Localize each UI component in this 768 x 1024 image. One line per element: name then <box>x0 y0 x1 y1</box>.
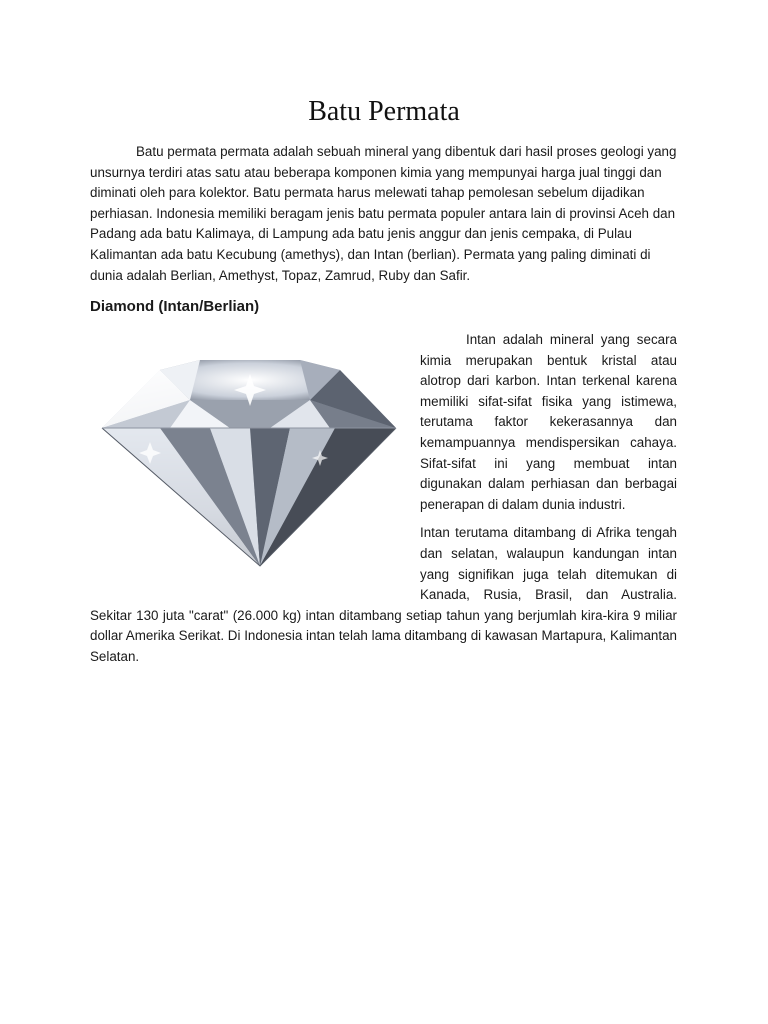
intro-paragraph: Batu permata permata adalah sebuah mineral yang dibentuk dari hasil proses geologi yang unsurnya terdiri atas satu atau beberapa komponen kimia yang mempunyai harga jual tinggi dan diminati oleh para kolektor. Batu permata harus melewati tahap pemolesan sebelum dijadikan perhiasan. Indonesia memiliki beragam jenis batu permata populer antara lain di provinsi Aceh dan Padang ada batu Kalimaya, di Lampung ada batu jenis anggur dan jenis cempaka, di Pulau Kalimantan ada batu Kecubung (amethys), dan Intan (berlian). Permata yang paling diminati di dunia adalah Berlian, Amethyst, Topaz, Zamrud, Ruby dan Safir. <box>90 144 677 283</box>
page-title: Batu Permata <box>308 96 460 127</box>
diamond-image <box>90 330 408 588</box>
diamond-paragraph-1: Intan adalah mineral yang secara kimia merupakan bentuk kristal atau alotrop dari karbon. Intan terkenal karena memiliki sifat-sifat fisika yang istimewa, terutama faktor kekerasannya dan kemampuannya mendispersikan cahaya. Sifat-sifat ini yang membuat intan digunakan dalam perhiasan dan berbagai penerapan di dalam dunia industri. <box>420 332 677 512</box>
section-content <box>90 330 677 676</box>
diamond-paragraph-2: Intan terutama ditambang di Afrika tengah dan selatan, walaupun kandungan intan yang signifikan juga telah ditemukan di Kanada, Rusia, Brasil, dan Australia. Sekitar 130 juta "carat" (26.000 kg) intan ditambang setiap tahun yang berjumlah kira-kira 9 miliar dollar Amerika Serikat. Di Indonesia intan telah lama ditambang di kawasan Martapura, Kalimantan Selatan. <box>90 525 677 664</box>
section-heading: Diamond (Intan/Berlian) <box>90 298 260 315</box>
